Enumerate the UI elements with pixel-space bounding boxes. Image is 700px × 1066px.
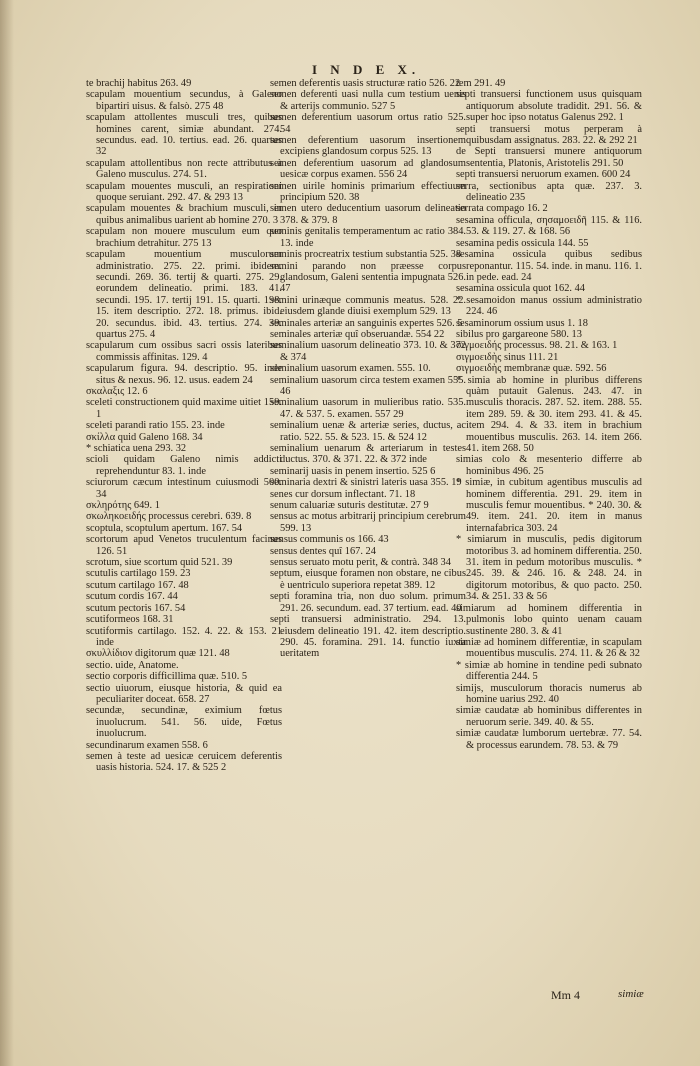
index-entry: * simiæ, in cubitum agentibus musculis ad hominem differentia. 291. 29. item in musculis femur mouentibus. * 240. 30. & 49. item. 241. 20. item in manus internafabrica 303. 24	[456, 477, 642, 534]
index-entry: septi transuersi neruorum examen. 600 24	[456, 169, 631, 181]
index-entry: seminales arteriæ an sanguinis expertes 526. 5	[270, 317, 463, 329]
index-entry: semen deferentium uasorum insertionem excipiens glandosum corpus 525. 13	[270, 135, 466, 158]
index-entry: senes cur dorsum inflectant. 71. 18	[270, 488, 416, 500]
index-entry: σιγμοειδὴς membranæ quæ. 592. 56	[456, 363, 607, 375]
index-entry: sibilus pro gargareone 580. 13	[456, 328, 582, 340]
index-entry: sensus dentes quî 167. 24	[270, 545, 376, 557]
index-entry: scapulam non mouere musculum eum quo brachium detrahitur. 275 13	[86, 226, 282, 249]
index-entry: σιγμοειδής processus. 98. 21. & 163. 1	[456, 340, 618, 352]
index-entry: σκαλαξις 12. 6	[86, 385, 148, 397]
index-entry: septi transuersi administratio. 294. 13. eiusdem delineatio 191. 42. item descriptio. 290. 45. foramina. 291. 14. functio iuxta ueritatem	[270, 614, 466, 660]
index-entry: de Septi transuersi munere antiquorum sententia, Platonis, Aristotelis 291. 50	[456, 146, 642, 169]
index-entry: semen deferenti uasi nulla cum testium uenis & arterijs communio. 527 5	[270, 89, 466, 112]
index-entry: sesamina ossicula quot 162. 44	[456, 283, 586, 295]
page-edge-shadow	[0, 0, 14, 1066]
index-entry: σκωληκοειδής processus cerebri. 639. 8	[86, 511, 252, 523]
index-entry: septi transuersi motus perperam à quibusdam assignatus. 283. 22. & 292 21	[456, 123, 642, 147]
index-entry: seminarij uasis in penem insertio. 525 6	[270, 465, 436, 477]
signature-mark: Mm 4	[551, 988, 581, 1002]
index-entry: scrotum, siue scortum quid 521. 39	[86, 557, 233, 569]
index-entry: seminalium uasorum in mulieribus ratio. 535. 47. & 537. 5. examen. 557 29	[270, 397, 466, 420]
index-column-left	[86, 78, 282, 774]
index-entry: σιγμοειδὴς sinus 111. 21	[456, 351, 559, 363]
index-entry: simias colo & mesenterio differre ab hominibus 496. 25	[456, 454, 642, 477]
index-entry: septi transuersi functionem usus quisquam antiquorum absolute tradidit. 291. 56. & super hoc ipso notatus Galenus 292. 1	[456, 89, 642, 124]
index-column-right	[456, 78, 642, 751]
index-entry: scapulam mouentium musculorum administratio. 275. 22. primi. ibidem. secundi. 269. 36. tertij & quarti. 275. 29. eorundem delineatio. primi. 183. 41. secundi. 195. 17. tertij 191. 15. quarti. 198. 15. item descriptio. 272. 18. primus. ibid. 20. secundus. ibid. 43. tertius. 274. 39. quartus 275. 4	[86, 249, 282, 340]
index-entry: sesamina ossicula quibus sedibus reponantur. 115. 54. inde. in manu. 116. 1. in pede. ead. 24	[456, 249, 642, 283]
index-entry: simiæ caudatæ ab hominibus differentes in neruorum serie. 349. 40. & 55.	[456, 705, 642, 728]
index-entry: te brachij habitus 263. 49	[86, 78, 192, 89]
index-entry: seminis procreatrix testium substantia 525. 38	[270, 249, 462, 261]
index-entry: scutiformeos 168. 31	[86, 614, 174, 626]
index-entry: semen à teste ad uesicæ ceruicem deferentis uasis historia. 524. 17. & 525 2	[86, 750, 282, 774]
index-entry: seminis genitalis temperamentum ac ratio 384. 13. inde	[270, 226, 466, 249]
index-entry: sectio uiuorum, eiusque historia, & quid ea peculiariter doceat. 658. 27	[86, 682, 282, 705]
index-entry: scutum pectoris 167. 54	[86, 602, 186, 614]
index-entry: seminalium uenæ & arteriæ series, ductus, ac ratio. 522. 55. & 523. 15. & 524 12	[270, 420, 466, 443]
index-entry: scapulam mouentium secundus, à Galeno bipartiri uisus. & falsò. 275 48	[86, 89, 282, 112]
index-entry: serrata compago 16. 2	[456, 203, 548, 215]
index-entry: septum, eiusque foramen non obstare, ne cibus è uentriculo superiora repetat 389. 12	[270, 568, 466, 591]
index-entry: secundinarum examen 558. 6	[86, 739, 208, 751]
index-entry: scapulam attollentibus non recte attributus à Galeno musculus. 274. 51.	[86, 157, 282, 181]
index-entry: σκίλλα quid Galeno 168. 34	[86, 431, 203, 443]
index-entry: sectio. uide, Anatome.	[86, 659, 179, 671]
index-entry: semen uirile hominis primarium effectiuum principium 520. 38	[270, 180, 466, 204]
index-entry: seminalium uenarum & arteriarum in testes ductus. 370. & 371. 22. & 372 inde	[270, 443, 466, 466]
index-entry: scapulam attollentes musculi tres, quibus homines carent, simiæ abundant. 274. secundus. ead. 10. tertius. ead. 26. quartus 32	[86, 112, 282, 158]
index-entry: scutulis cartilago 159. 23	[86, 568, 191, 580]
index-entry: sensus communis os 166. 43	[270, 534, 389, 546]
index-entry: scioli quidam Galeno nimis addicti reprehenduntur 83. 1. inde	[86, 454, 282, 477]
index-entry: scapularum figura. 94. descriptio. 95. inde situs & nexus. 96. 12. usus. eadem 24	[86, 363, 282, 386]
index-entry: semen deferentis uasis structuræ ratio 526. 22	[270, 78, 461, 89]
index-column-middle	[270, 78, 466, 660]
index-entry: scortorum apud Venetos truculentum facinus 126. 51	[86, 534, 282, 557]
index-entry: seminales arteriæ quî obseruandæ. 554 22	[270, 328, 445, 340]
index-entry: semen utero deducentium uasorum delineatio 378. & 379. 8	[270, 203, 466, 226]
index-entry: sectio corporis difficillima quæ. 510. 5	[86, 671, 248, 683]
index-entry: sceleti parandi ratio 155. 23. inde	[86, 420, 225, 432]
index-entry: * simiæ ab homine in tendine pedi subnato differentia 244. 5	[456, 659, 642, 683]
index-entry: sesamina officula, σησαμοειδῆ 115. & 116. 53. & 119. 27. & 168. 56	[456, 214, 642, 238]
index-entry: scapulam mouentes musculi, an respirationi quoque seruiant. 292. 47. & 293 13	[86, 180, 282, 204]
index-entry: sensus ac motus arbitrarij principium cerebrum 599. 13	[270, 511, 466, 534]
index-entry: tem 291. 49	[456, 78, 506, 89]
index-entry: semini parando non præesse corpus glandosum, Galeni sententia impugnata 526. 47	[270, 260, 466, 295]
index-entry: scapulam mouentes & brachium musculi, in quibus animalibus uarient ab homine 270. 3	[86, 203, 282, 226]
index-entry: sciurorum cæcum intestinum cuiusmodi 500. 34	[86, 477, 282, 500]
index-entry: scutum cartilago 167. 48	[86, 579, 189, 591]
index-entry: σκυλλίδιον digitorum quæ 121. 48	[86, 648, 230, 660]
index-entry: seminaria dextri & sinistri lateris uasa 355. 19	[270, 477, 462, 489]
index-entry: scoptula, scoptulum apertum. 167. 54	[86, 522, 243, 534]
index-entry: simiarum ad hominem differentia in pulmonis lobo quinto uenam cauam sustinente 280. 3. & 41	[456, 602, 642, 637]
index-entry: scutum cordis 167. 44	[86, 591, 178, 603]
index-entry: simiæ ad hominem differentiæ, in scapulam mouentibus musculis. 274. 11. & 26 & 32	[456, 636, 642, 660]
index-entry: * schiatica uena 293. 32	[86, 443, 187, 454]
catchword: simiæ	[618, 988, 644, 1000]
index-entry: semen deferentium uasorum ad glandosum uesicæ corpus examen. 556 24	[270, 157, 466, 181]
index-entry: scapularum cum ossibus sacri ossis lateribus commissis affinitas. 129. 4	[86, 340, 282, 363]
index-entry: sesaminorum ossium usus 1. 18	[456, 317, 588, 329]
index-entry: senum caluariæ suturis destitutæ. 27 9	[270, 500, 429, 512]
index-entry: * simiarum in musculis, pedis digitorum motoribus 3. ad hominem differentia. 250. 31. item in pedum motoribus musculis. * 245. 39. & 246. 16. & 248. 24. in digitorum motoribus, & quo pacto. 250. 34. & 251. 33 & 56	[456, 534, 642, 603]
index-entry: sceleti constructionem quid maxime uitiet 159. 1	[86, 397, 282, 420]
index-entry: simiæ caudatæ lumborum uertebræ. 77. 54. & processus earundem. 78. 53. & 79	[456, 728, 642, 751]
index-entry: seminalium uasorum circa testem examen 555. 46	[270, 374, 466, 397]
index-entry: serra, sectionibus apta quæ. 237. 3. delineatio 235	[456, 180, 642, 204]
index-entry: semen deferentium uasorum ortus ratio 525. 54	[270, 112, 466, 135]
index-entry: σκληρότης 649. 1	[86, 500, 160, 512]
index-entry: * simia ab homine in pluribus differens quàm putauit Galenus. 243. 47. in musculis thoracis. 287. 52. item. 288. 55. item 289. 59. & 30. item 293. 41. & 45. item 294. 4. & 33. item in brachium mouentibus musculis. 263. 14. item 266. 41. item 268. 50	[456, 374, 642, 454]
index-entry: secundæ, secundinæ, eximium fœtus inuolucrum. 541. 56. uide, Fœtus inuolucrum.	[86, 705, 282, 740]
index-entry: simijs, musculorum thoracis numerus ab homine uarius 292. 40	[456, 682, 642, 705]
index-entry: semini urinæque communis meatus. 528. 22. eiusdem glande diuisi exemplum 529. 13	[270, 294, 466, 318]
index-entry: sensus seruato motu perit, & contrà. 348 34	[270, 557, 451, 569]
index-entry: seminalium uasorum examen. 555. 10.	[270, 363, 431, 375]
page-header-title: I N D E X.	[312, 62, 421, 77]
index-entry: * sesamoidon manus ossium administratio 224. 46	[456, 294, 642, 318]
index-entry: sesamina pedis ossicula 144. 55	[456, 237, 589, 249]
index-entry: septi foramina tria, non duo solum. primum 291. 26. secundum. ead. 37 tertium. ead. 40	[270, 591, 466, 614]
index-entry: scutiformis cartilago. 152. 4. 22. & 153. 21 inde	[86, 625, 282, 648]
index-entry: seminalium uasorum delineatio 373. 10. & 372 & 374	[270, 340, 466, 363]
